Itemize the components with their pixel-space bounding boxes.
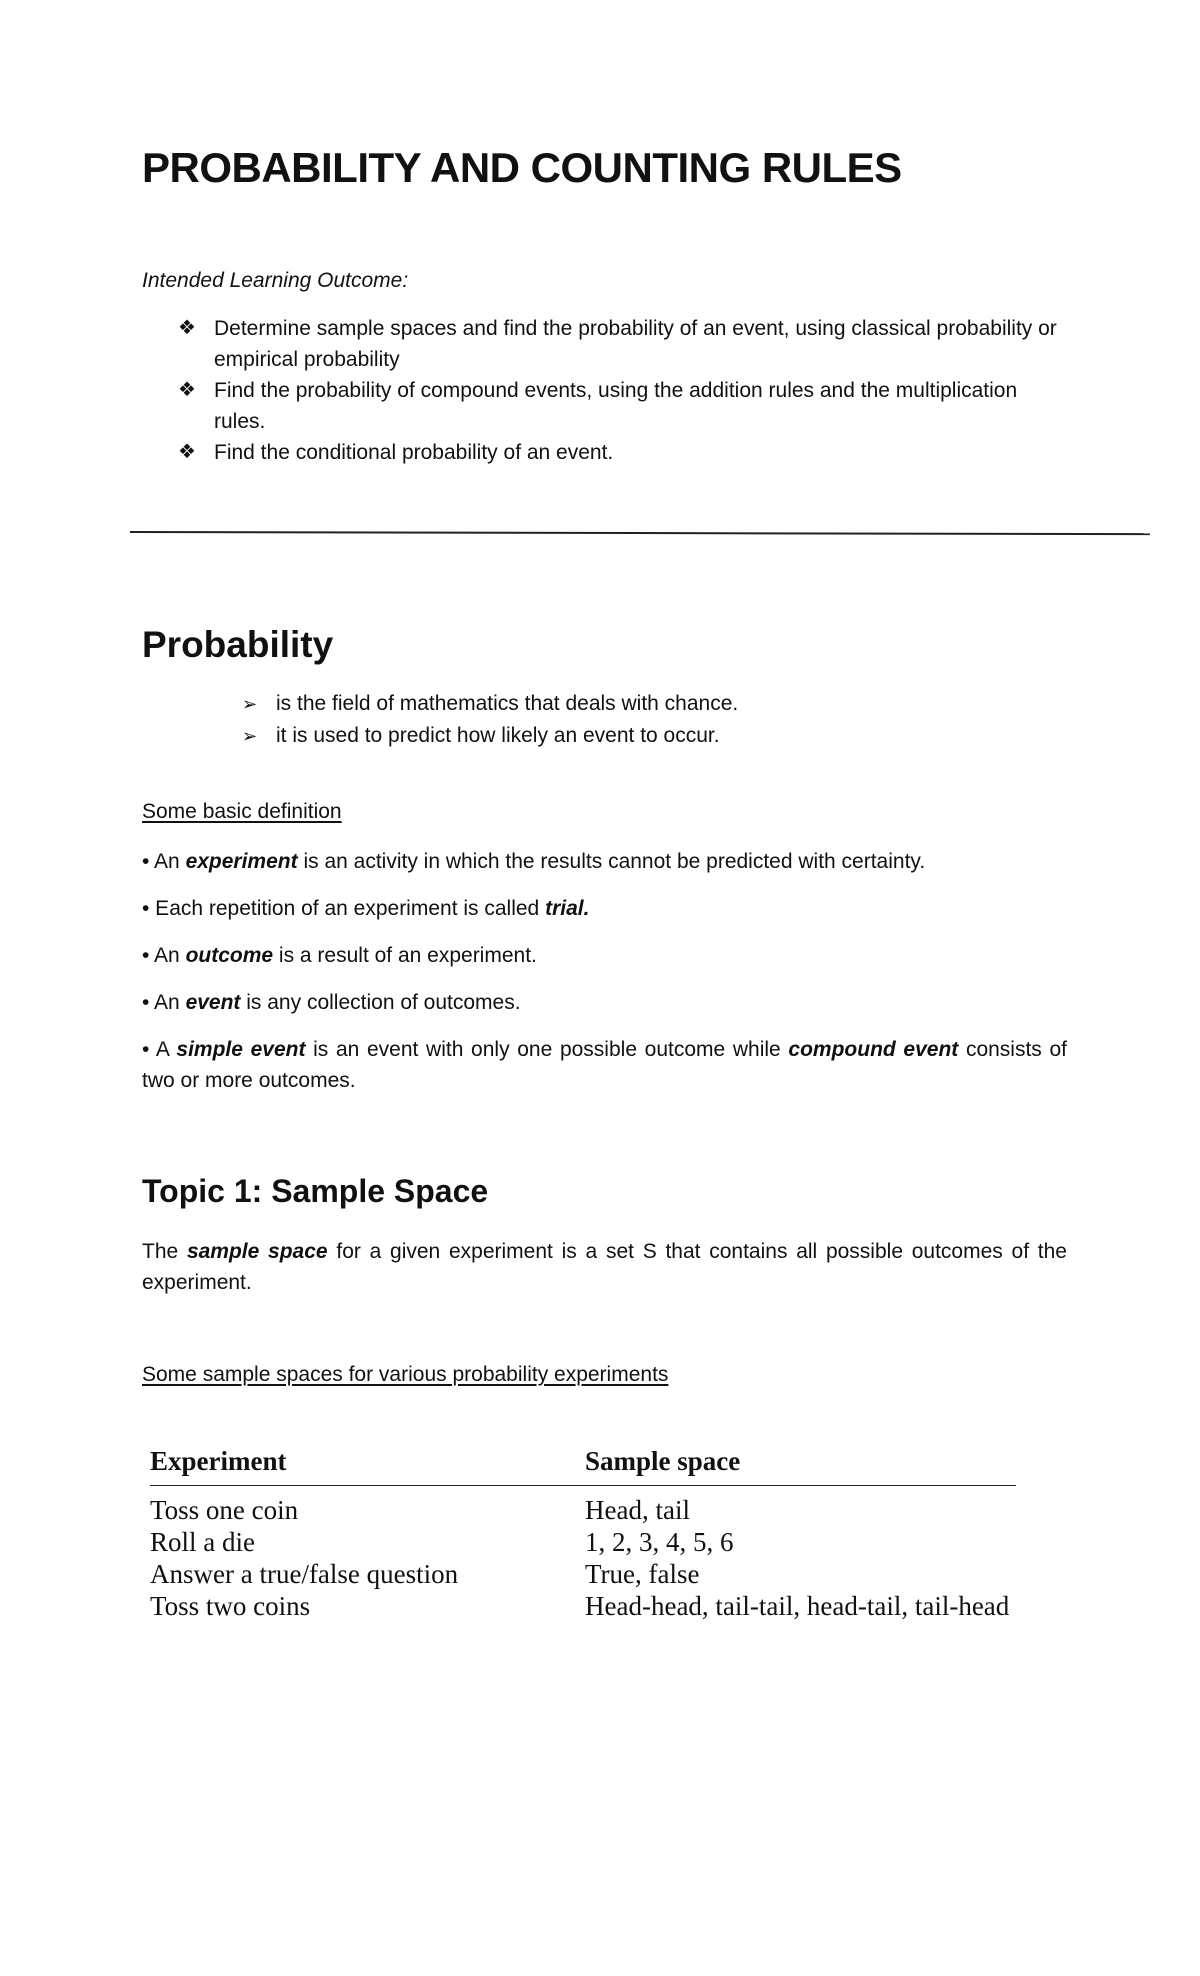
sample-space-definition — [142, 1236, 1067, 1298]
sample-space-cell: Head, tail — [585, 1495, 690, 1525]
definition-trial — [142, 893, 1067, 924]
probability-item — [142, 688, 738, 720]
definition-text: for a given experiment is a set S that contains all possible outcomes of the experiment. — [142, 1240, 1067, 1294]
table-row — [150, 1590, 1016, 1622]
definition-simple-compound — [142, 1034, 1067, 1096]
definition-text: • Each repetition of an experiment is called — [142, 897, 546, 920]
definition-text: • A — [142, 1038, 177, 1061]
column-header-experiment: Experiment — [150, 1446, 585, 1486]
sample-space-cell: Head-head, tail-tail, head-tail, tail-head — [585, 1591, 1010, 1621]
definition-term: sample space — [186, 1240, 328, 1263]
arrow-bullet-icon: ➢ — [242, 726, 258, 746]
definition-text: The — [142, 1240, 187, 1263]
probability-item — [142, 720, 738, 752]
experiment-cell: Toss two coins — [150, 1591, 311, 1621]
section-divider — [130, 531, 1150, 535]
learning-outcome-item — [142, 313, 1072, 375]
diamond-bullet-icon: ❖ — [178, 379, 196, 401]
experiment-cell: Roll a die — [150, 1527, 255, 1557]
table-header-row — [150, 1446, 1016, 1486]
learning-outcome-item — [142, 437, 1072, 468]
definitions-heading: Some basic definition — [142, 800, 342, 823]
diamond-bullet-icon: ❖ — [178, 317, 196, 339]
definition-term: simple event — [176, 1038, 306, 1061]
page-title: PROBABILITY AND COUNTING RULES — [142, 144, 902, 191]
probability-item-text: is the field of mathematics that deals with chance. — [276, 692, 739, 715]
definition-text: • An — [142, 850, 186, 873]
sample-space-cell: 1, 2, 3, 4, 5, 6 — [585, 1527, 734, 1557]
definition-text: is a result of an experiment. — [273, 944, 537, 967]
definition-text: is an event with only one possible outcome while — [305, 1038, 789, 1061]
arrow-bullet-icon: ➢ — [242, 694, 258, 714]
column-header-sample-space: Sample space — [585, 1446, 1016, 1486]
experiment-cell: Answer a true/false question — [150, 1559, 459, 1589]
definition-term: outcome — [185, 944, 274, 967]
topic-1-heading: Topic 1: Sample Space — [142, 1173, 489, 1209]
definition-text: • An — [142, 944, 186, 967]
sample-space-table — [150, 1446, 1016, 1622]
diamond-bullet-icon: ❖ — [178, 441, 196, 463]
table-row — [150, 1526, 1016, 1558]
probability-item-text: it is used to predict how likely an event to occur. — [276, 724, 720, 747]
learning-outcome-list — [142, 313, 1072, 468]
sample-space-table-heading: Some sample spaces for various probability experiments — [142, 1363, 669, 1386]
probability-heading: Probability — [142, 624, 334, 665]
definition-experiment — [142, 846, 1067, 877]
sample-space-cell: True, false — [585, 1559, 700, 1589]
definition-text: • An — [142, 991, 186, 1014]
definition-term: experiment — [185, 850, 298, 873]
probability-list — [142, 688, 738, 752]
learning-outcome-heading: Intended Learning Outcome: — [142, 269, 409, 292]
definition-term: event — [185, 991, 241, 1014]
definition-term: trial. — [545, 897, 590, 920]
definition-text: is any collection of outcomes. — [240, 991, 521, 1014]
definition-text: is an activity in which the results cannot be predicted with certainty. — [297, 850, 926, 873]
table-row — [150, 1486, 1016, 1527]
learning-outcome-text: Find the probability of compound events, using the addition rules and the multiplication rules. — [214, 379, 1018, 433]
experiment-cell: Toss one coin — [150, 1495, 299, 1525]
definition-term: compound event — [788, 1038, 959, 1061]
learning-outcome-item — [142, 375, 1072, 437]
definition-event — [142, 987, 1067, 1018]
learning-outcome-text: Find the conditional probability of an event. — [214, 441, 614, 464]
table-row — [150, 1558, 1016, 1590]
definition-text: consists of two or more outcomes. — [142, 1038, 1067, 1092]
definition-outcome — [142, 940, 1067, 971]
learning-outcome-text: Determine sample spaces and find the probability of an event, using classical probability or empirical probability — [214, 317, 1057, 371]
